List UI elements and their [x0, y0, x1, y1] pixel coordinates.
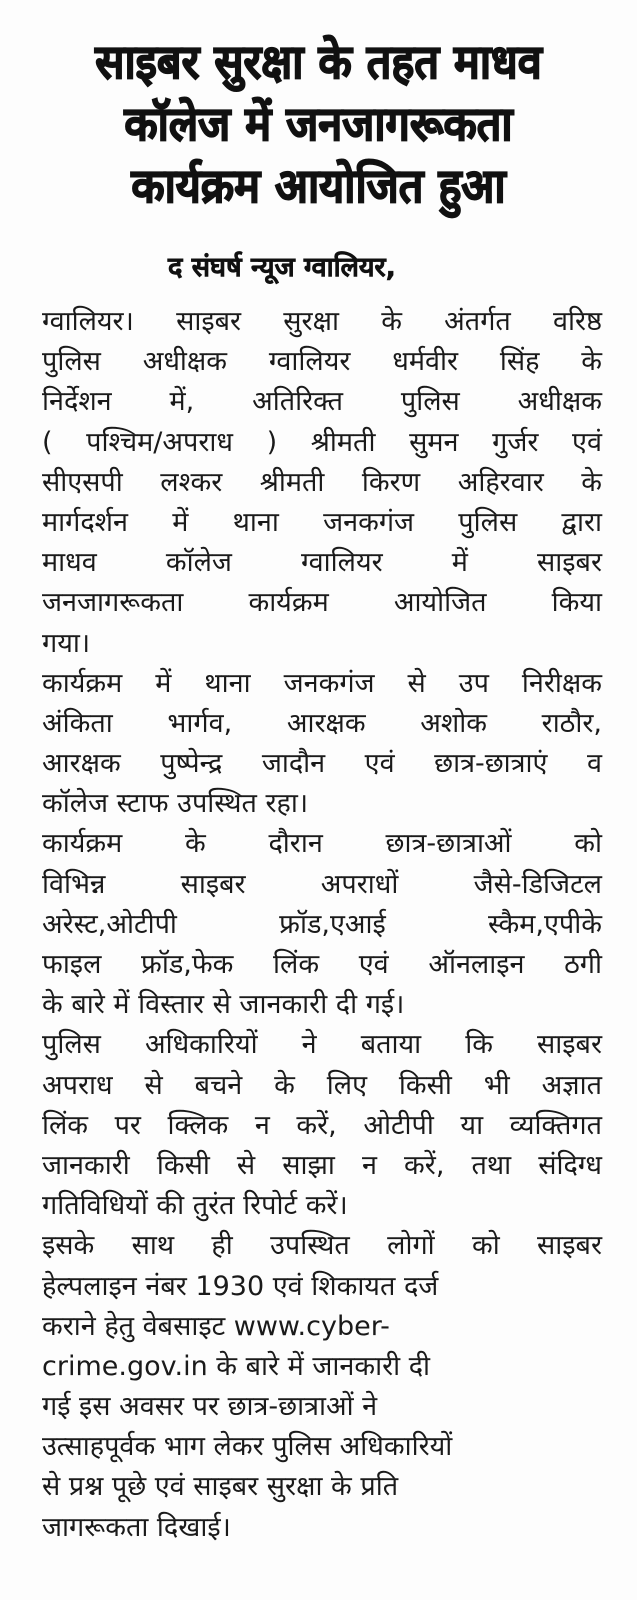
article-line: से प्रश्न पूछे एवं साइबर सुरक्षा के प्रति [42, 1471, 399, 1503]
article-line: ( पश्चिम/अपराध ) श्रीमती सुमन गुर्जर एवं [42, 426, 602, 458]
article-line: कराने हेतु वेबसाइट www.cyber- [42, 1310, 390, 1342]
article-line: इसके साथ ही उपस्थित लोगों को साइबर [42, 1230, 602, 1262]
article-line: लिंक पर क्लिक न करें, ओटीपी या व्यक्तिगत [42, 1109, 602, 1141]
article-line: के बारे में विस्तार से जानकारी दी गई। [42, 989, 405, 1021]
article-line: अपराध से बचने के लिए किसी भी अज्ञात [42, 1069, 602, 1101]
article-line: गतिविधियों की तुरंत रिपोर्ट करें। [42, 1190, 348, 1222]
article-line: गई इस अवसर पर छात्र-छात्राओं ने [42, 1391, 378, 1423]
headline-line: कार्यक्रम आयोजित हुआ [131, 159, 506, 214]
article-line: फाइल फ्रॉड,फेक लिंक एवं ऑनलाइन ठगी [42, 949, 602, 980]
headline-line: साइबर सुरक्षा के तहत माधव [95, 35, 542, 90]
article-line: विभिन्न साइबर अपराधों जैसे-डिजिटल [42, 868, 602, 900]
article-line: जागरूकता दिखाई। [42, 1511, 231, 1543]
article-body [42, 302, 602, 1548]
article-line: माधव कॉलेज ग्वालियर में साइबर [42, 547, 602, 579]
article-line: गया। [42, 627, 91, 659]
article-line: जनजागरूकता कार्यक्रम आयोजित किया [42, 587, 602, 619]
article-line: सीएसपी लश्कर श्रीमती किरण अहिरवार के [42, 466, 602, 498]
byline: द संघर्ष न्यूज ग्वालियर, [168, 252, 396, 283]
headline [20, 32, 617, 218]
article-line: कार्यक्रम में थाना जनकगंज से उप निरीक्षक [42, 667, 602, 699]
article-line: मार्गदर्शन में थाना जनकगंज पुलिस द्वारा [42, 506, 602, 538]
article-line: ग्वालियर। साइबर सुरक्षा के अंतर्गत वरिष्ठ [42, 306, 602, 337]
headline-line: कॉलेज में जनजागरूकता [124, 97, 513, 152]
article-line: कार्यक्रम के दौरान छात्र-छात्राओं को [42, 828, 602, 860]
article-line: crime.gov.in के बारे में जानकारी दी [42, 1350, 431, 1382]
article-line: हेल्पलाइन नंबर 1930 एवं शिकायत दर्ज [42, 1270, 439, 1302]
article-line: उत्साहपूर्वक भाग लेकर पुलिस अधिकारियों [42, 1431, 453, 1463]
article-line: निर्देशन में, अतिरिक्त पुलिस अधीक्षक [42, 386, 602, 418]
article-line: कॉलेज स्टाफ उपस्थित रहा। [42, 788, 309, 820]
article-line: अरेस्ट,ओटीपी फ्रॉड,एआई स्कैम,एपीके [42, 908, 602, 940]
article-line: अंकिता भार्गव, आरक्षक अशोक राठौर, [42, 707, 602, 739]
article-line: आरक्षक पुष्पेन्द्र जादौन एवं छात्र-छात्राएं व [42, 748, 602, 780]
article-line: पुलिस अधिकारियों ने बताया कि साइबर [42, 1029, 602, 1061]
article-line: पुलिस अधीक्षक ग्वालियर धर्मवीर सिंह के [42, 346, 602, 378]
article-line: जानकारी किसी से साझा न करें, तथा संदिग्ध [42, 1149, 602, 1181]
